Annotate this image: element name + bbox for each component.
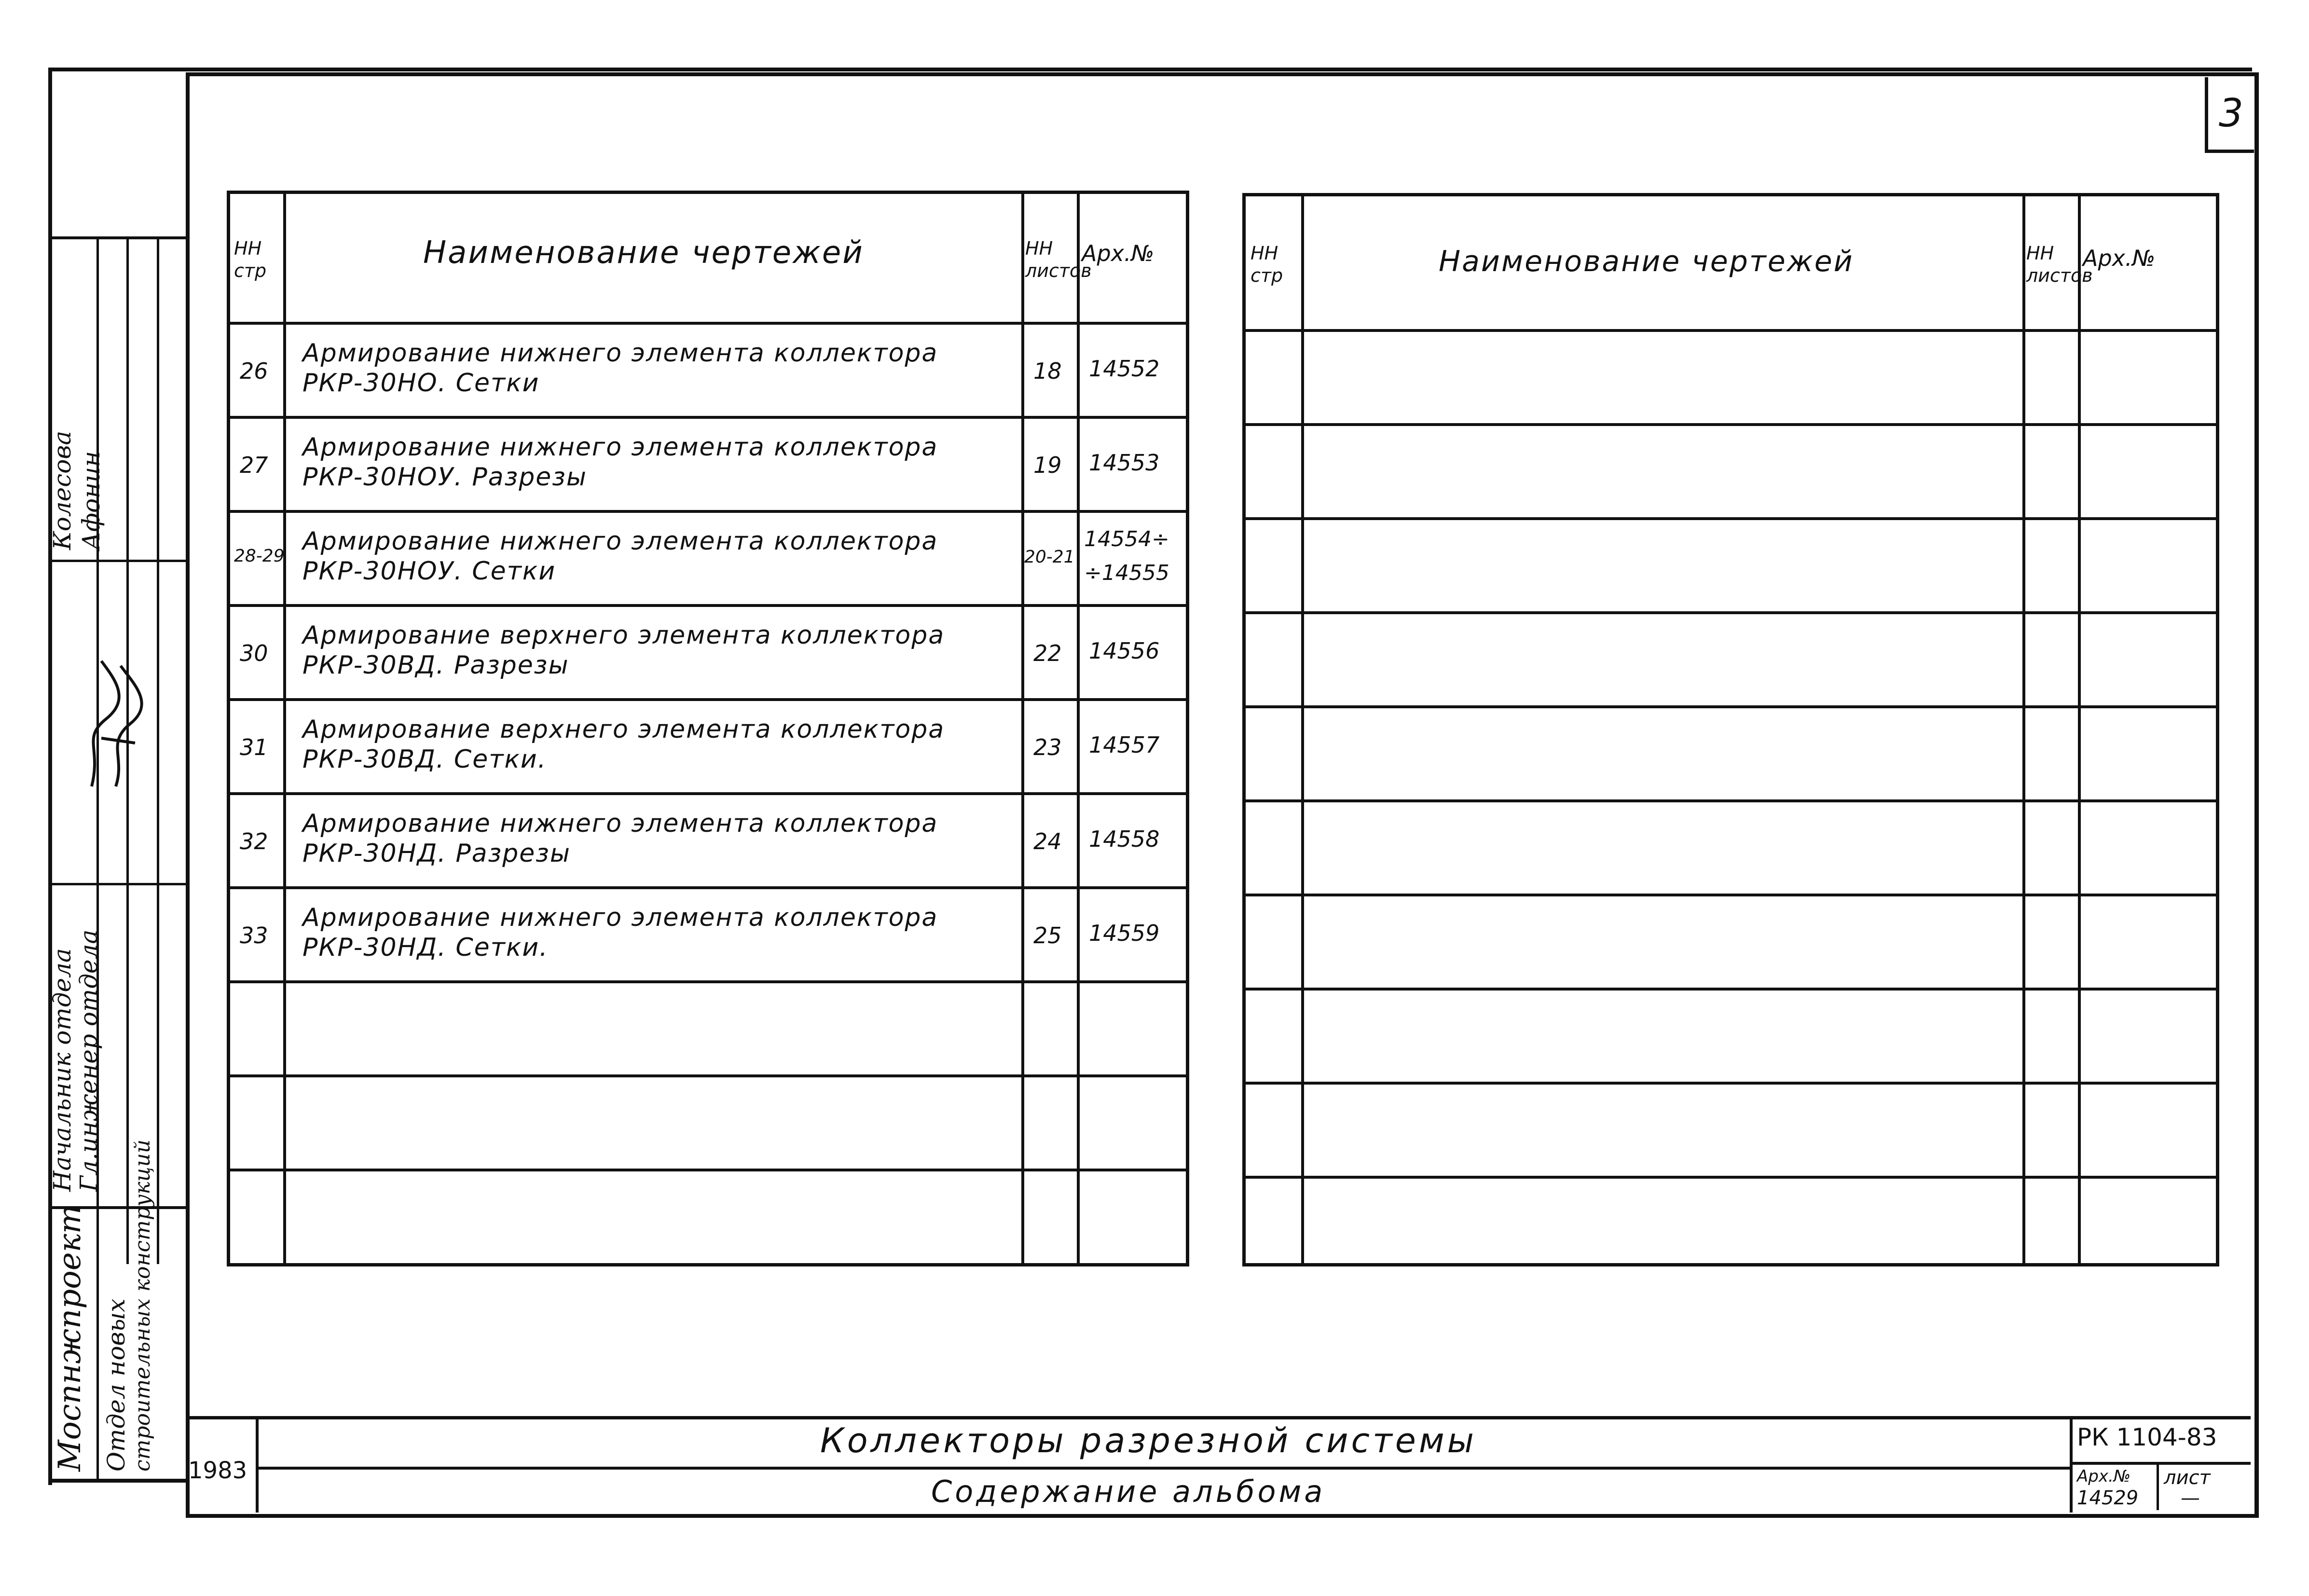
stamp-role-head: Начальник отдела xyxy=(48,948,76,1192)
row-name-line1: Армирование нижнего элемента коллектора xyxy=(302,339,938,368)
stamp-name-2: Афонин xyxy=(77,451,105,550)
title-block-mid-right xyxy=(2070,1462,2251,1465)
row-sheets: 24 xyxy=(1033,828,1062,854)
row-archive-cont: ÷14555 xyxy=(1084,561,1169,585)
header-name: Наименование чертежей xyxy=(1439,245,1854,278)
header-name: Наименование чертежей xyxy=(423,235,864,271)
row-archive: 14554÷ xyxy=(1084,527,1169,551)
row-archive: 14556 xyxy=(1089,638,1160,664)
row-name-line2: РКР-30НОУ. Разрезы xyxy=(302,463,587,492)
row-page: 32 xyxy=(240,828,268,854)
stamp-row-line xyxy=(48,883,188,885)
row-archive: 14558 xyxy=(1089,826,1160,852)
stamp-border-bottom xyxy=(48,1479,188,1483)
row-sheets: 19 xyxy=(1033,452,1062,478)
sheet-label: лист xyxy=(2164,1467,2211,1489)
row-archive: 14552 xyxy=(1089,356,1160,382)
stamp-department-line2: строительных конструкций xyxy=(130,1139,155,1472)
header-page: НН стр xyxy=(1251,243,1283,286)
row-page: 30 xyxy=(240,640,268,666)
header-archive: Арх.№ xyxy=(1082,240,1154,266)
row-sheets: 25 xyxy=(1033,922,1062,949)
header-sheets: НН листов xyxy=(1025,238,1092,281)
row-archive: 14557 xyxy=(1089,732,1160,758)
year: 1983 xyxy=(188,1457,247,1484)
row-sheets: 18 xyxy=(1033,358,1062,384)
stamp-col-line xyxy=(96,236,99,1481)
row-name-line2: РКР-30НД. Сетки. xyxy=(302,933,549,962)
title-block-divider xyxy=(256,1416,259,1513)
contents-table-right xyxy=(1242,193,2219,1266)
contents-table-left xyxy=(227,191,1189,1266)
row-sheets: 20-21 xyxy=(1024,547,1075,567)
row-page: 33 xyxy=(240,922,268,949)
stamp-row-line xyxy=(48,236,188,239)
row-name-line2: РКР-30НОУ. Сетки xyxy=(302,557,556,586)
title-block-top xyxy=(186,1416,2251,1419)
stamp-row-line xyxy=(48,560,188,562)
album-title: Коллекторы разрезной системы xyxy=(820,1421,1477,1460)
row-name-line1: Армирование нижнего элемента коллектора xyxy=(302,903,938,932)
row-page: 28-29 xyxy=(234,546,285,566)
signature-image xyxy=(72,642,150,796)
row-page: 31 xyxy=(240,734,268,760)
sheet-number: 3 xyxy=(2205,77,2254,153)
archive-value: 14529 xyxy=(2077,1487,2139,1509)
header-archive: Арх.№ xyxy=(2083,245,2156,271)
stamp-name-1: Колесова xyxy=(48,430,76,550)
row-name-line1: Армирование нижнего элемента коллектора xyxy=(302,809,938,838)
header-page: НН стр xyxy=(234,238,267,281)
row-archive: 14553 xyxy=(1089,450,1160,476)
row-sheets: 22 xyxy=(1033,640,1062,666)
row-name-line1: Армирование нижнего элемента коллектора xyxy=(302,433,938,462)
title-block-mid xyxy=(256,1467,2070,1470)
title-block-divider xyxy=(2157,1462,2159,1510)
row-name-line2: РКР-30НО. Сетки xyxy=(302,369,540,398)
row-page: 26 xyxy=(240,358,268,384)
album-subtitle: Содержание альбома xyxy=(931,1474,1326,1509)
row-name-line2: РКР-30НД. Разрезы xyxy=(302,839,571,868)
row-name-line1: Армирование верхнего элемента коллектора xyxy=(302,621,945,650)
row-name-line2: РКР-30ВД. Разрезы xyxy=(302,651,569,680)
stamp-department-line1: Отдел новых xyxy=(102,1298,130,1472)
row-name-line1: Армирование верхнего элемента коллектора xyxy=(302,715,945,744)
title-block-divider xyxy=(2070,1416,2073,1513)
stamp-organization: Моспнжпроект xyxy=(52,1204,88,1472)
row-name-line2: РКР-30ВД. Сетки. xyxy=(302,745,547,774)
row-sheets: 23 xyxy=(1033,734,1062,760)
row-archive: 14559 xyxy=(1089,920,1160,946)
stamp-col-line xyxy=(157,236,159,1264)
stamp-role-chief: Гл.инженер отдела xyxy=(75,929,103,1192)
sheet-value: — xyxy=(2181,1487,2200,1509)
row-name-line1: Армирование нижнего элемента коллектора xyxy=(302,527,938,556)
archive-label: Арх.№ xyxy=(2077,1467,2131,1486)
row-page: 27 xyxy=(240,452,268,478)
document-code: РК 1104-83 xyxy=(2077,1423,2217,1451)
header-sheets: НН листов xyxy=(2026,243,2093,286)
stamp-border-left xyxy=(48,68,52,1484)
